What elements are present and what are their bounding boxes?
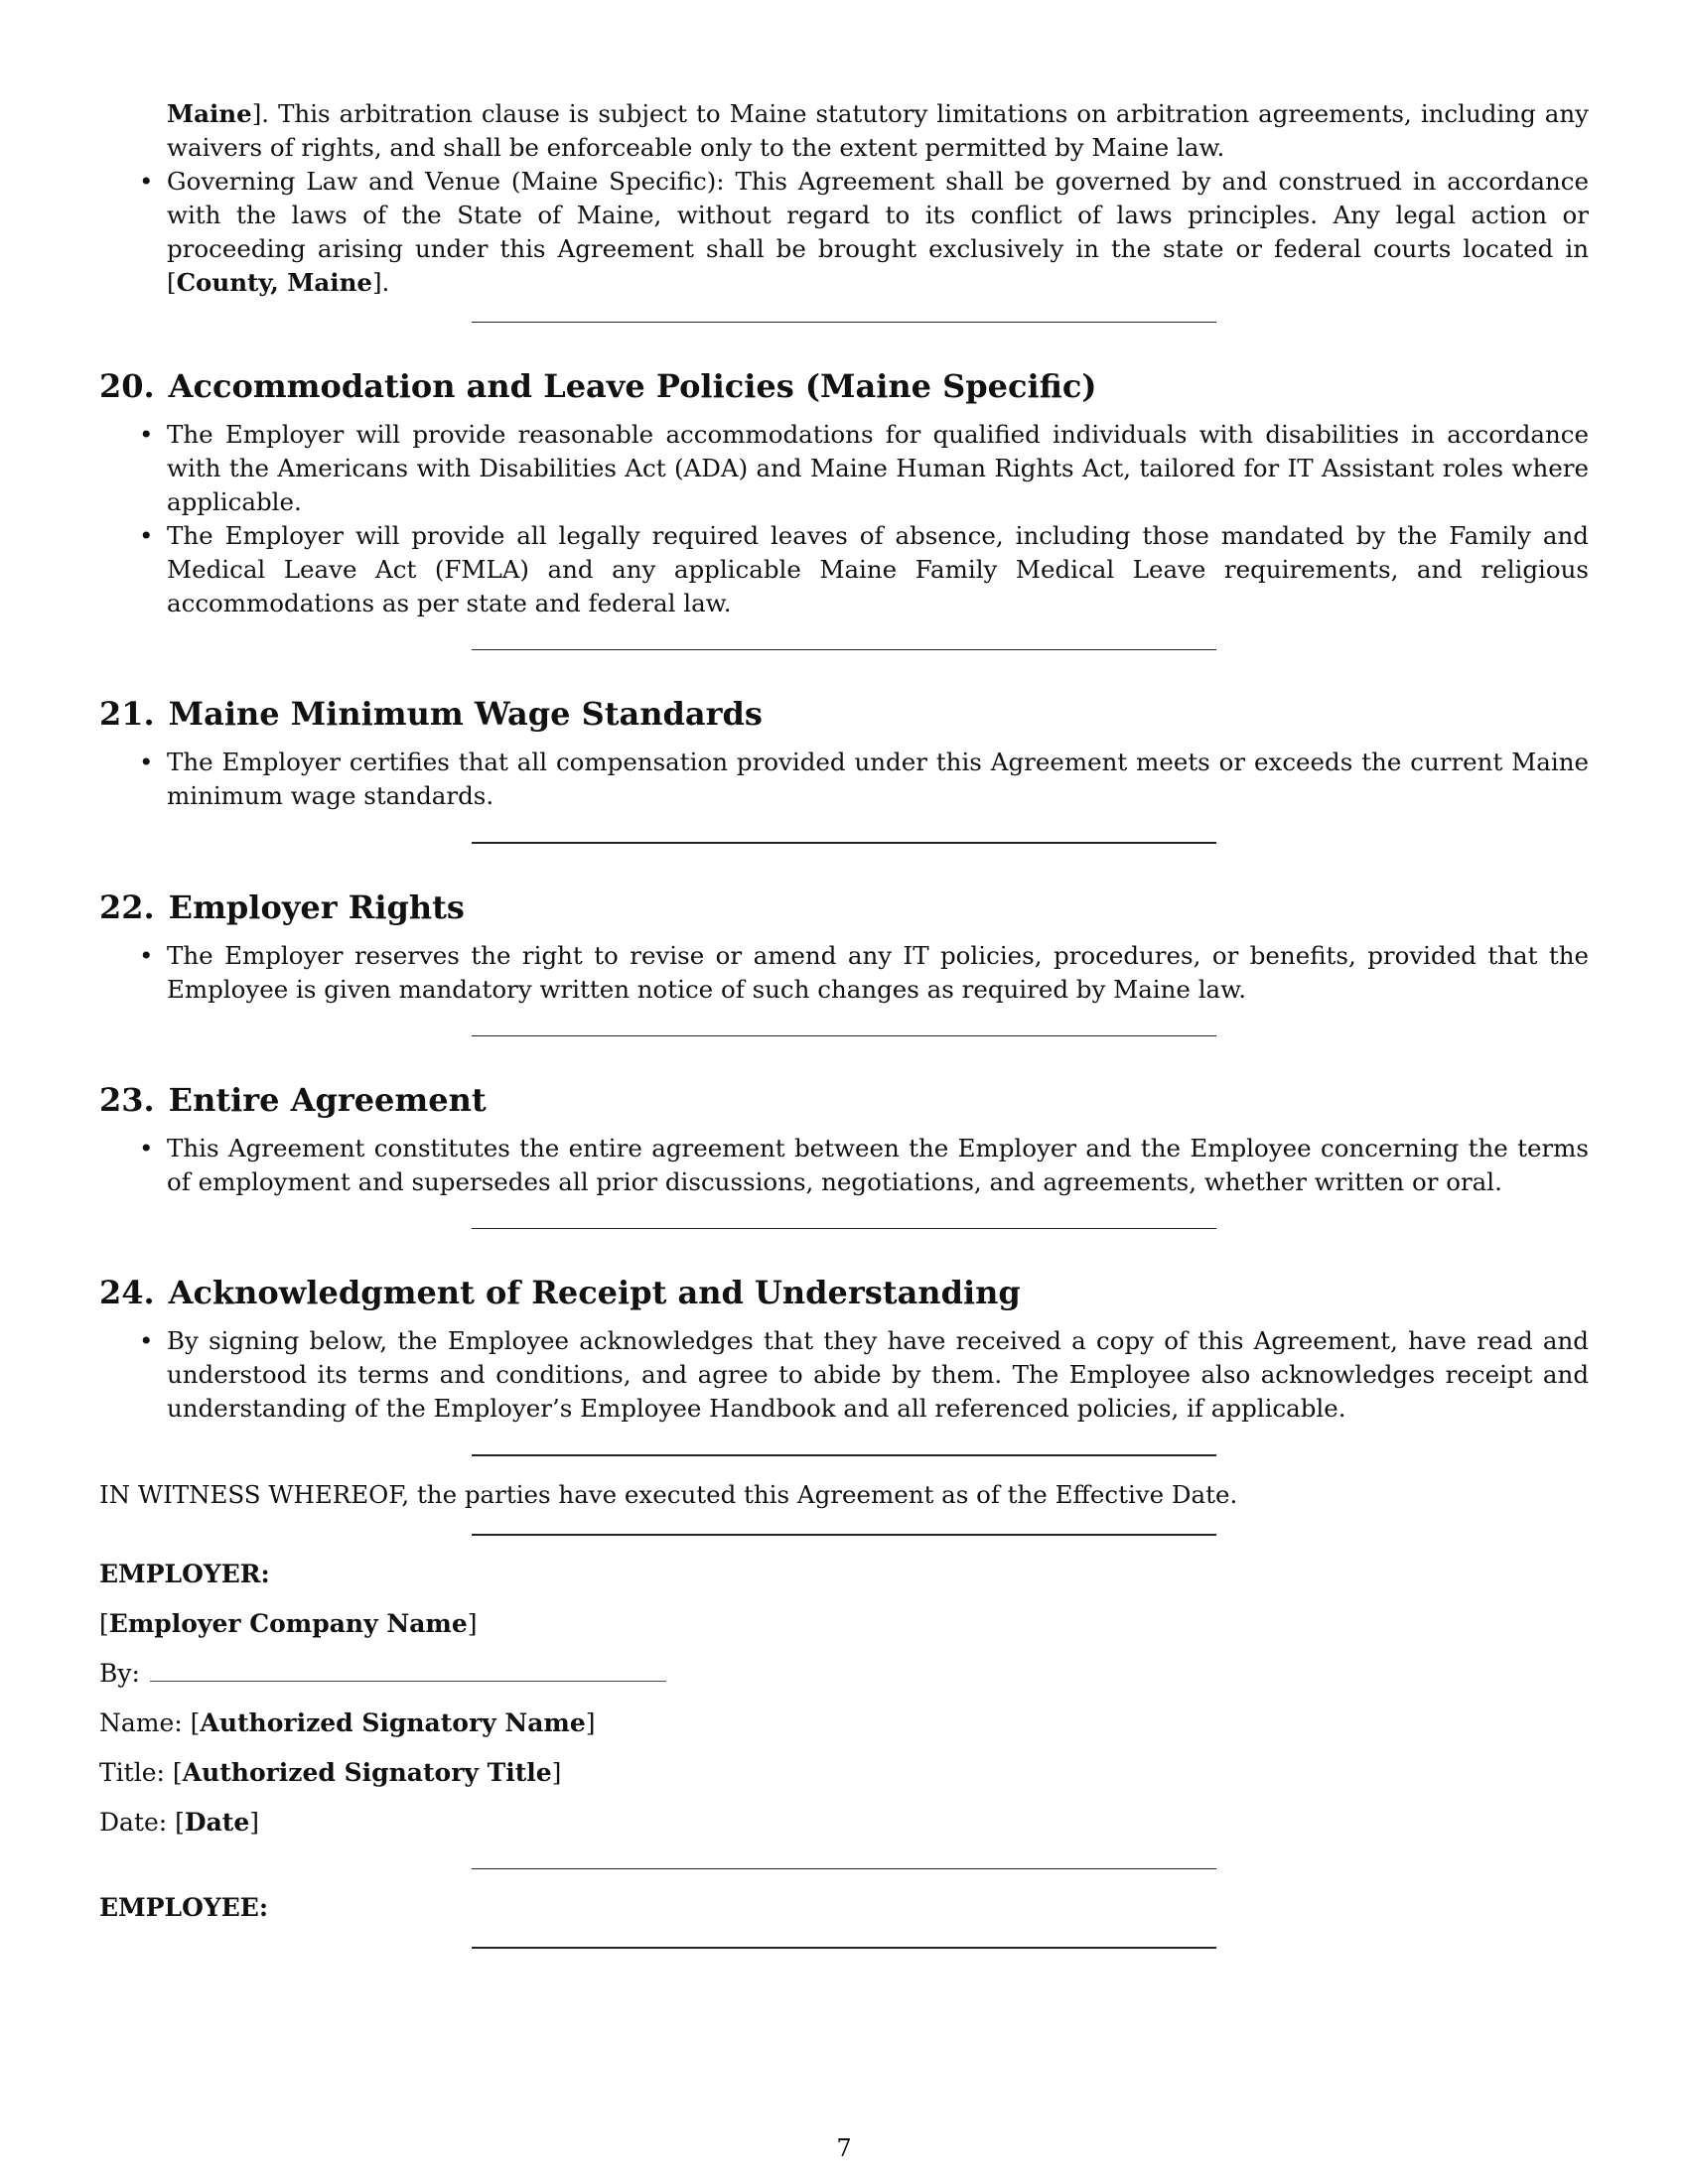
section-24-list: [99, 1324, 1589, 1426]
governing-law-list: [99, 165, 1589, 300]
employer-by-line: By:: [99, 1657, 1589, 1691]
page-number: 7: [836, 2134, 852, 2162]
document-body: [99, 97, 1589, 1949]
employee-heading: EMPLOYEE:: [99, 1893, 269, 1922]
section-divider: [472, 1534, 1216, 1536]
signatory-title: Title: [Authorized Signatory Title]: [99, 1758, 562, 1787]
section-heading-23: 23. Entire Agreement: [99, 1081, 487, 1119]
list-item: • The Employer certifies that all compensation provided under this Agreement meets or exceeds the current Maine minimum wage standards.: [139, 748, 1589, 810]
section-22-list: [99, 939, 1589, 1007]
section-divider: [472, 1035, 1216, 1036]
section-divider: [472, 322, 1216, 323]
employer-company-name: [Employer Company Name]: [99, 1609, 478, 1638]
section-divider: [472, 842, 1216, 844]
signatory-name: Name: [Authorized Signatory Name]: [99, 1708, 596, 1737]
signature-line[interactable]: [150, 1659, 666, 1682]
list-item: • Governing Law and Venue (Maine Specific): This Agreement shall be governed by and construed in accordance with the laws of the State of Maine, without regard to its conflict of laws principles. Any legal action or proceeding arising under this Agreement shall be brought exclusively in the state or federal courts located in [County, Maine].: [139, 167, 1589, 297]
signature-date: Date: [Date]: [99, 1808, 260, 1837]
arbitration-continuation: Maine]. This arbitration clause is subject to Maine statutory limitations on arbitration agreements, including any waivers of rights, and shall be enforceable only to the extent permitted by Maine law.: [167, 99, 1589, 162]
list-item: • This Agreement constitutes the entire agreement between the Employer and the Employee concerning the terms of employment and supersedes all prior discussions, negotiations, and agreements, whether written or oral.: [139, 1134, 1589, 1196]
employer-heading: EMPLOYER:: [99, 1560, 270, 1588]
section-21-list: [99, 746, 1589, 813]
section-divider: [472, 1947, 1216, 1949]
employer-signature-block: [99, 1558, 1589, 1840]
section-divider: [472, 649, 1216, 650]
section-heading-24: 24. Acknowledgment of Receipt and Understanding: [99, 1274, 1021, 1311]
section-divider: [472, 1228, 1216, 1229]
section-heading-22: 22. Employer Rights: [99, 888, 465, 926]
section-heading-21: 21. Maine Minimum Wage Standards: [99, 695, 763, 733]
section-divider: [472, 1454, 1216, 1456]
section-heading-20: 20. Accommodation and Leave Policies (Maine Specific): [99, 367, 1097, 405]
section-23-list: [99, 1132, 1589, 1199]
list-item: • The Employer reserves the right to revise or amend any IT policies, procedures, or benefits, provided that the Employee is given mandatory written notice of such changes as required by Maine law.: [139, 941, 1589, 1004]
section-20-list: [99, 418, 1589, 620]
employee-signature-block: [99, 1891, 1589, 1925]
list-item: • The Employer will provide reasonable accommodations for qualified individuals with disabilities in accordance with the Americans with Disabilities Act (ADA) and Maine Human Rights Act, tailored for IT Assistant roles where applicable.: [139, 420, 1589, 516]
list-item: • By signing below, the Employee acknowledges that they have received a copy of this Agreement, have read and understood its terms and conditions, and agree to abide by them. The Employee also acknowledges receipt and understanding of the Employer’s Employee Handbook and all referenced policies, if applicable.: [139, 1326, 1589, 1423]
list-item: • The Employer will provide all legally required leaves of absence, including those mandated by the Family and Medical Leave Act (FMLA) and any applicable Maine Family Medical Leave requirements, and religious accommodations as per state and federal law.: [139, 521, 1589, 617]
witness-statement: IN WITNESS WHEREOF, the parties have executed this Agreement as of the Effective Date.: [99, 1480, 1238, 1509]
section-divider: [472, 1868, 1216, 1869]
